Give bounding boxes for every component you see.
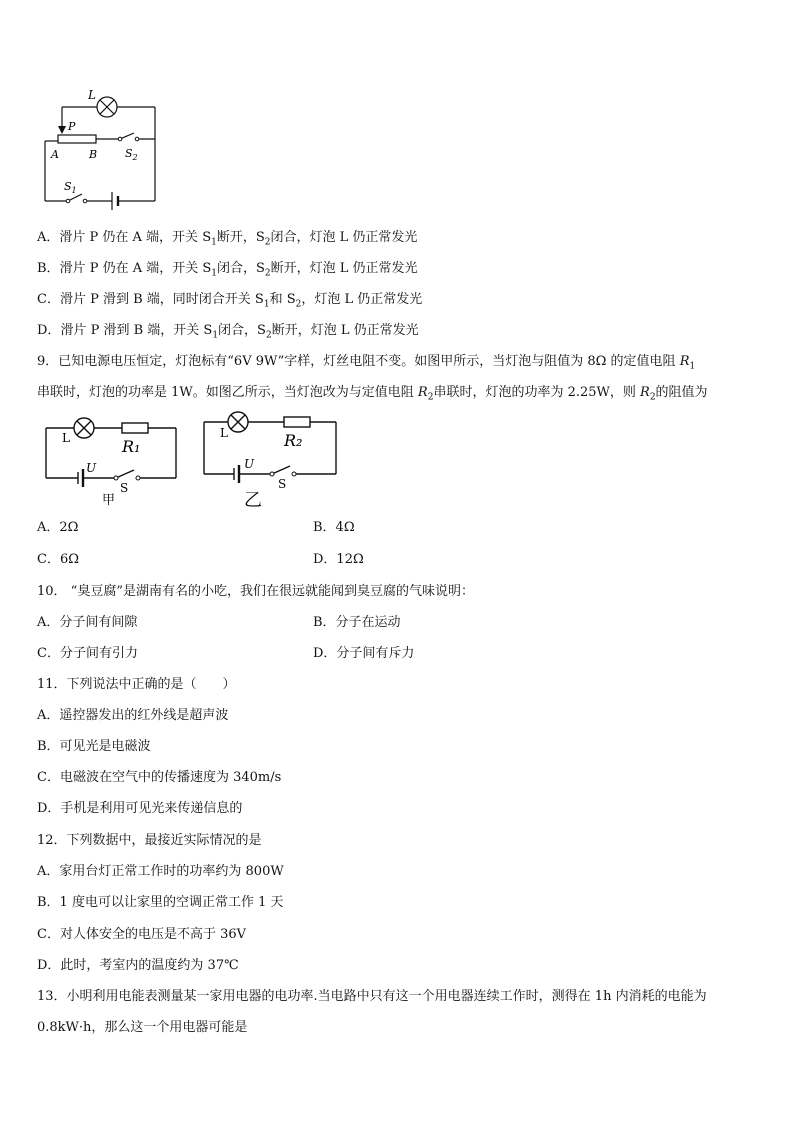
q8-option-a: A．滑片 P 仍在 A 端，开关 $S_1$断开，$S_2$闭合，灯泡 L 仍正常发光 bbox=[37, 230, 418, 248]
q9-yi-lamp-label: L bbox=[220, 426, 228, 440]
q11-stem: 11．下列说法中正确的是（ ） bbox=[37, 677, 236, 692]
q9-circuit-jia bbox=[40, 414, 180, 510]
q9-option-b: B．4Ω bbox=[313, 520, 355, 535]
q12-option-a: A．家用台灯正常工作时的功率约为 800W bbox=[37, 864, 284, 879]
q10-option-a: A．分子间有间隙 bbox=[37, 615, 138, 630]
q12-option-c: C．对人体安全的电压是不高于 36V bbox=[37, 927, 247, 942]
switch-s2-label: $S_2$ bbox=[125, 147, 138, 162]
q8-option-c: C．滑片 P 滑到 B 端，同时闭合开关 $S_1$和 $S_2$，灯泡 L 仍正常发光 bbox=[37, 292, 423, 310]
q8-option-b: B．滑片 P 仍在 A 端，开关 $S_1$闭合，$S_2$断开，灯泡 L 仍正常发光 bbox=[37, 261, 418, 279]
q10-option-b: B．分子在运动 bbox=[313, 615, 401, 630]
q8-circuit-diagram bbox=[38, 86, 163, 214]
q9-jia-lamp-label: L bbox=[62, 431, 70, 445]
q10-option-d: D．分子间有斥力 bbox=[313, 646, 415, 661]
slider-label: P bbox=[68, 120, 76, 133]
q9-circuit-yi bbox=[198, 408, 340, 510]
q10-stem: 10． “臭豆腐”是湖南有名的小吃，我们在很远就能闻到臭豆腐的气味说明： bbox=[37, 584, 474, 599]
q9-stem-line1: 9．已知电源电压恒定，灯泡标有“6V 9W”字样，灯丝电阻不变。如图甲所示，当灯泡与阻值为 8Ω 的定值电阻 $R_1$ bbox=[37, 354, 696, 372]
end-b-label: B bbox=[89, 148, 98, 161]
q11-option-b: B．可见光是电磁波 bbox=[37, 739, 151, 754]
lamp-label: L bbox=[88, 88, 96, 102]
q8-option-d: D．滑片 P 滑到 B 端，开关 $S_1$闭合，$S_2$断开，灯泡 L 仍正常发光 bbox=[37, 323, 419, 341]
q13-stem-line2: 0.8kW·h，那么这一个用电器可能是 bbox=[37, 1020, 248, 1035]
q12-option-b: B．1 度电可以让家里的空调正常工作 1 天 bbox=[37, 895, 284, 910]
q13-stem-line1: 13．小明利用电能表测量某一家用电器的电功率.当电路中只有这一个用电器连续工作时，测得在 1h 内消耗的电能为 bbox=[37, 989, 707, 1004]
q9-option-a: A．2Ω bbox=[37, 520, 79, 535]
q9-option-c: C．6Ω bbox=[37, 552, 79, 567]
end-a-label: A bbox=[51, 148, 59, 161]
q9-yi-resistor-label: R₂ bbox=[284, 431, 303, 450]
q9-jia-caption: 甲 bbox=[102, 493, 116, 508]
q11-option-c: C．电磁波在空气中的传播速度为 340m/s bbox=[37, 770, 282, 785]
q9-yi-caption: 乙 bbox=[244, 490, 262, 510]
q9-yi-voltage-label: U bbox=[244, 457, 255, 471]
q9-jia-resistor-label: R₁ bbox=[122, 437, 141, 456]
q12-option-d: D．此时，考室内的温度约为 37℃ bbox=[37, 958, 239, 973]
q12-stem: 12．下列数据中，最接近实际情况的是 bbox=[37, 833, 262, 848]
q11-option-d: D．手机是利用可见光来传递信息的 bbox=[37, 801, 243, 816]
q9-stem-line2: 串联时，灯泡的功率是 1W。如图乙所示，当灯泡改为与定值电阻 $R_2$串联时，灯泡的功率为 2.25W，则 $R_2$的阻值为 bbox=[37, 385, 708, 403]
q9-jia-voltage-label: U bbox=[86, 461, 97, 475]
q9-jia-switch-label: S bbox=[120, 481, 129, 495]
q9-yi-switch-label: S bbox=[278, 477, 287, 491]
switch-s1-label: $S_1$ bbox=[64, 180, 77, 195]
q9-option-d: D．12Ω bbox=[313, 552, 364, 567]
q11-option-a: A．遥控器发出的红外线是超声波 bbox=[37, 708, 229, 723]
q10-option-c: C．分子间有引力 bbox=[37, 646, 138, 661]
